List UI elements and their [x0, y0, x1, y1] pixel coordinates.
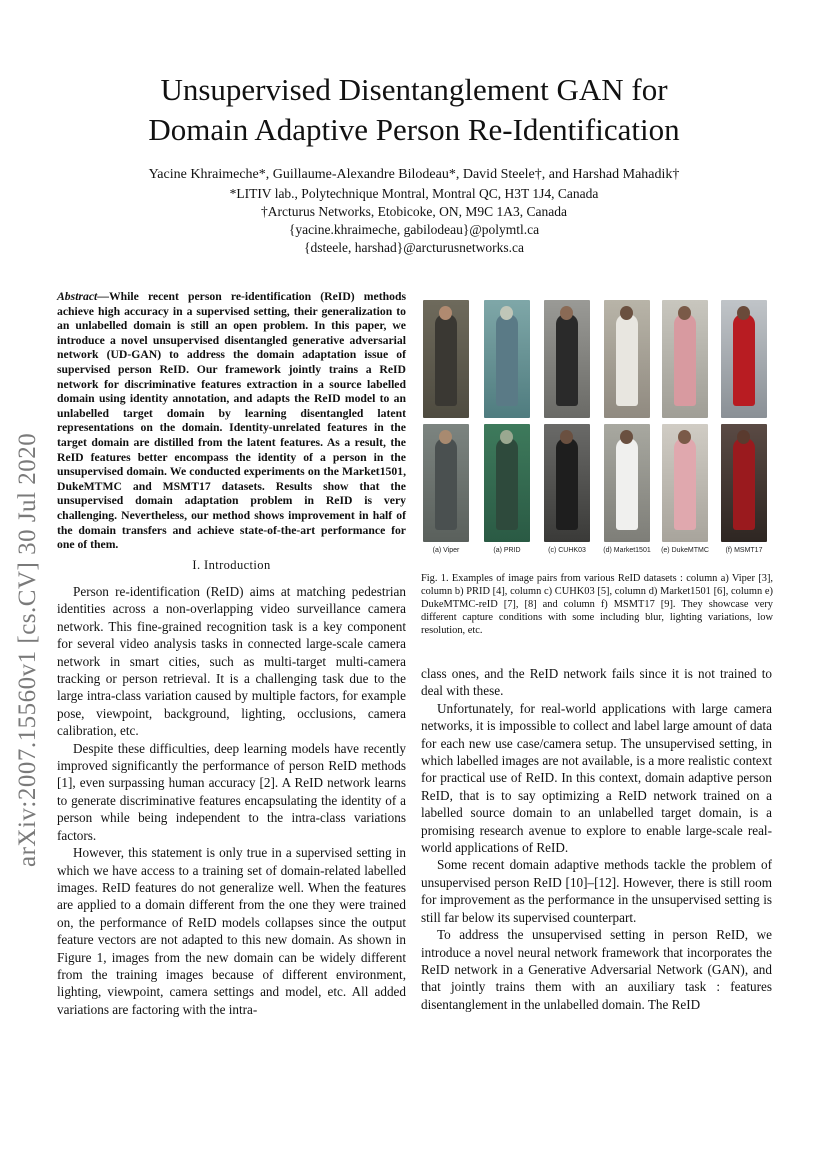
figure-label-dukemtmc: (e) DukeMTMC [661, 547, 709, 554]
paragraph: However, this statement is only true in a supervised setting in which we have access to a training set of domain-related labelled images. ReID features do not generalize well. When the features are applied to a domain different from the one they were trained on, the performance of ReID models collapses since the output feature vectors are not adapted to this new domain. As shown in Figure 1, images from the new domain can be widely different from the training images because of different environment, lighting, viewpoint, camera settings and model, etc. All added variations are factoring with the intra- [57, 845, 406, 1017]
paragraph: class ones, and the ReID network fails since it is not trained to deal with these. [421, 666, 772, 699]
abstract-label: Abstract [57, 290, 98, 303]
email-arcturus: {dsteele, harshad}@arcturusnetworks.ca [304, 240, 524, 255]
photo-market1501-1 [604, 300, 650, 418]
paragraph: Person re-identification (ReID) aims at matching pedestrian identities across a non-overlapping video surveillance camera network. This fine-grained recognition task is a key component for several video analysis tasks in connected large-scale camera network in smart cities, such as multi-target multi-camera tracking or person retrieval. It is a challenging task due to the large intra-class variation caused by multiple factors, for example pose, viewpoint, background, lighting, occlusions, camera calibration, etc. [57, 584, 406, 739]
figure-label-viper: (a) Viper [432, 547, 460, 554]
arxiv-stamp: arXiv:2007.15560v1 [cs.CV] 30 Jul 2020 [14, 432, 41, 867]
photo-cuhk03-1 [544, 300, 590, 418]
paragraph: Despite these difficulties, deep learning models have recently improved significantly the performance of person ReID methods [1], even surpassing human accuracy [2]. A ReID network learns to generate discriminative features encapsulating the identity of a person while being independent to the intra-class variations factors. [57, 740, 406, 843]
paragraph: Some recent domain adaptive methods tackle the problem of unsupervised person ReID [10]–[12]. However, there is still room for improvement as the performance in the unsupervised setting is still far below its supervised counterpart. [421, 857, 772, 925]
figure-1 [421, 300, 773, 554]
photo-viper-1 [423, 300, 469, 418]
photo-dukemtmc-2 [662, 424, 708, 542]
figure-caption: Fig. 1. Examples of image pairs from various ReID datasets : column a) Viper [3], column b) PRID [4], column c) CUHK03 [5], column d) Market1501 [6], column e) DukeMTMC-reID [7], [8] and column f) MSMT17 [9]. They showcase very different capture conditions with some including blur, lighting variations, low resolution, etc. [421, 573, 773, 636]
right-column [421, 665, 772, 1013]
email-polymtl: {yacine.khraimeche, gabilodeau}@polymtl.ca [288, 222, 540, 237]
figure-label-msmt17: (f) MSMT17 [725, 547, 763, 554]
photo-prid-2 [484, 424, 530, 542]
photo-market1501-2 [604, 424, 650, 542]
author-list: Yacine Khraimeche*, Guillaume-Alexandre Bilodeau*, David Steele†, and Harshad Mahadik† [148, 167, 680, 182]
photo-prid-1 [484, 300, 530, 418]
photo-viper-2 [423, 424, 469, 542]
figure-label-prid: (a) PRID [493, 547, 521, 554]
title-line-1: Unsupervised Disentanglement GAN for [160, 72, 668, 107]
affiliation-litiv: *LITIV lab., Polytechnique Montral, Montral QC, H3T 1J4, Canada [229, 186, 599, 201]
photo-dukemtmc-1 [662, 300, 708, 418]
abstract [57, 290, 406, 553]
figure-label-cuhk03: (c) CUHK03 [548, 547, 586, 554]
affiliation-arcturus: †Arcturus Networks, Etobicoke, ON, M9C 1A3, Canada [261, 204, 567, 219]
paper-title [60, 70, 768, 150]
photo-msmt17-2 [721, 424, 767, 542]
title-line-2: Domain Adaptive Person Re-Identification [148, 112, 680, 147]
left-column [57, 583, 406, 1018]
abstract-text: —While recent person re-identification (ReID) methods achieve high accuracy in a supervised setting, their generalization to an unlabelled domain is still an open problem. In this paper, we introduce a novel unsupervised disentangled generative adversarial network (UD-GAN) to address the domain adaptation issue of supervised person ReID. Our framework jointly trains a ReID network for discriminative features extraction in a source labelled domain using identity annotation, and adapts the ReID model to an unlabelled target domain by learning disentangled latent representations on the domain. Identity-unrelated features in the target domain are distilled from the latent features. As a result, the ReID features better encompass the identity of a person in the unsupervised domain. We conducted experiments on the Market1501, DukeMTMC and MSMT17 datasets. Results show that the unsupervised domain adaptation problem in ReID is very challenging. Nevertheless, our method shows improvement in half of the domain transfers and achieve state-of-the-art performance for one of them. [57, 290, 406, 552]
photo-msmt17-1 [721, 300, 767, 418]
paragraph: To address the unsupervised setting in person ReID, we introduce a novel neural network framework that incorporates the ReID network in a Generative Adversarial Network (GAN), and that jointly trains them with an auxiliary task : features disentanglement in the unlabelled domain. The ReID [421, 927, 772, 1012]
photo-cuhk03-2 [544, 424, 590, 542]
figure-label-market1501: (d) Market1501 [603, 547, 651, 554]
paragraph: Unfortunately, for real-world applications with large camera networks, it is impossible to collect and label large amount of data for each new use case/camera setup. The unsupervised setting, in which labelled images are not available, is a more realistic context for practical use of ReID. In this context, domain adaptive person ReID, that is to say optimizing a ReID network trained on a labelled source domain to an unlabelled target domain, is a promising research avenue to explore to enable large-scale real-world applications of ReID. [421, 700, 772, 856]
section-heading: I. Introduction [192, 558, 271, 572]
